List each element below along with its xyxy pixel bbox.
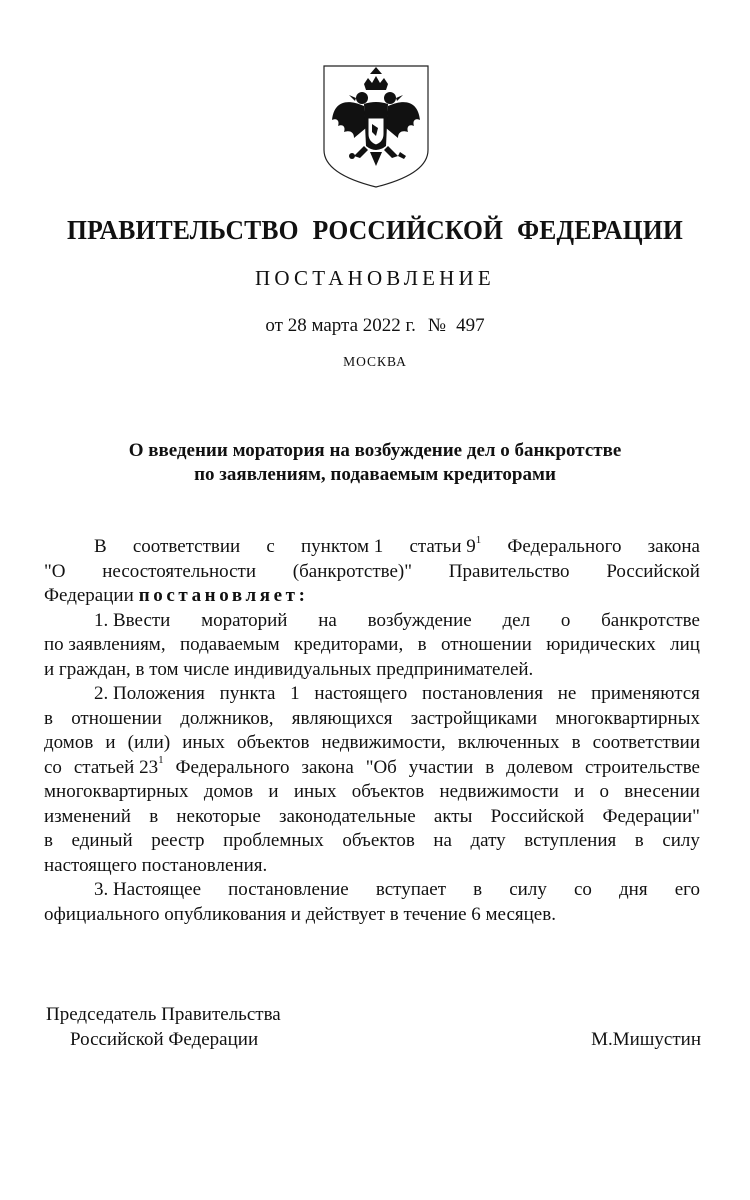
word: Федерального — [507, 536, 622, 557]
word: в — [44, 830, 53, 851]
text-line — [44, 854, 700, 879]
word: в — [149, 805, 159, 827]
word: недвижимости — [439, 781, 559, 802]
text-line — [44, 535, 700, 560]
word: 3. Настоящее — [94, 879, 202, 900]
word: Федерации — [44, 585, 134, 606]
word: закона — [647, 536, 700, 557]
word: и — [105, 732, 116, 753]
word: по заявлениям, — [44, 634, 166, 655]
word: пункта — [219, 683, 276, 704]
spaced-verb: постановляет: — [138, 585, 309, 606]
word: многоквартирных — [555, 707, 700, 729]
word: вступает — [375, 879, 447, 900]
text-line — [44, 878, 700, 903]
number-sign: № — [427, 315, 447, 336]
word: мораторий — [201, 609, 288, 631]
word: силу — [662, 830, 700, 851]
word: несостоятельности — [102, 560, 257, 582]
word: акты — [433, 805, 473, 827]
text-line — [44, 805, 700, 830]
word: являющихся — [291, 707, 393, 729]
word: 2. Положения — [94, 683, 205, 704]
word: Российской — [606, 560, 700, 582]
word: отношении — [441, 634, 532, 655]
text-line — [44, 756, 700, 781]
word: не — [557, 683, 577, 704]
coat-of-arms-emblem — [320, 62, 432, 190]
title-line: О введении моратория на возбуждение дел о банкротстве — [128, 440, 622, 461]
title-line: по заявлениям, подаваемым кредиторами — [194, 464, 556, 485]
word: о — [599, 781, 610, 802]
word: (или) — [127, 732, 171, 753]
superscript: 1 — [158, 754, 164, 767]
word: 1. Ввести — [94, 609, 171, 631]
word: статьи 9 — [409, 536, 476, 557]
word: лиц — [670, 634, 700, 655]
word: дня — [619, 879, 648, 900]
word-with-superscript — [74, 756, 164, 781]
word: закона — [301, 756, 354, 778]
word: со — [573, 879, 592, 900]
text-line — [44, 731, 700, 756]
word: участии — [408, 756, 474, 778]
word: изменений — [44, 805, 131, 827]
word: постановления — [422, 683, 543, 704]
word: банкротстве — [601, 609, 700, 631]
word: о — [560, 609, 571, 631]
document-number: 497 — [456, 315, 485, 336]
word: возбуждение — [367, 609, 472, 631]
document-date: от 28 марта 2022 г. — [265, 315, 416, 336]
word: включенных — [457, 732, 560, 753]
word-with-superscript — [409, 535, 481, 560]
word: недвижимости, — [321, 732, 446, 753]
line-text: официального опубликования и действует в течение 6 месяцев. — [44, 903, 556, 925]
city: МОСКВА — [343, 354, 407, 369]
word: застройщиками — [410, 707, 538, 729]
text-line — [44, 829, 700, 854]
word: единый — [71, 830, 133, 851]
word: Федерального — [175, 756, 290, 778]
word: объектов — [351, 781, 425, 802]
word: и — [574, 781, 585, 802]
text-line — [44, 658, 700, 683]
word: домов — [44, 732, 94, 753]
word: Правительство — [448, 560, 570, 582]
word: Федерации" — [602, 805, 700, 827]
signatory-position — [46, 1002, 281, 1052]
document-title — [0, 439, 750, 487]
word: объектов — [342, 830, 415, 851]
text-line — [44, 682, 700, 707]
word: (банкротстве)" — [292, 560, 413, 582]
word: постановление — [228, 879, 349, 900]
position-line: Председатель Правительства — [46, 1004, 281, 1025]
line-text: настоящего постановления. — [44, 854, 268, 876]
word: подаваемым — [180, 634, 280, 655]
word: строительстве — [584, 756, 700, 778]
word: пунктом 1 — [301, 536, 384, 557]
word: многоквартирных — [44, 781, 189, 802]
word: применяются — [591, 683, 700, 704]
word: отношении — [71, 707, 162, 729]
government-title: ПРАВИТЕЛЬСТВО РОССИЙСКОЙ ФЕДЕРАЦИИ — [66, 214, 683, 245]
text-line — [44, 903, 700, 928]
word: силу — [509, 879, 547, 900]
word: вступления — [524, 830, 617, 851]
word: юридических — [546, 634, 656, 655]
word: объектов — [236, 732, 310, 753]
word: на — [318, 609, 337, 631]
word: дел — [502, 609, 531, 631]
document-body — [44, 535, 700, 927]
word: в — [417, 634, 427, 655]
word: иных — [293, 781, 337, 802]
word: дату — [470, 830, 506, 851]
word: в — [44, 707, 53, 729]
word: в — [485, 756, 495, 778]
word: В — [94, 536, 107, 557]
word: его — [674, 879, 700, 900]
russian-coat-of-arms-icon — [320, 62, 432, 190]
word: соответствии — [132, 536, 241, 557]
text-line — [44, 780, 700, 805]
word: Российской — [490, 805, 585, 827]
text-line — [44, 584, 700, 609]
word: на — [433, 830, 452, 851]
word: в — [473, 879, 483, 900]
word: внесении — [624, 781, 700, 802]
word: законодательные — [278, 805, 416, 827]
word: 1 — [290, 683, 300, 704]
word: в — [634, 830, 644, 851]
word: "О — [44, 560, 66, 582]
word: долевом — [506, 756, 574, 778]
superscript: 1 — [475, 533, 482, 546]
word: кредиторами, — [294, 634, 404, 655]
word: "Об — [365, 756, 397, 778]
text-line — [44, 633, 700, 658]
word: со — [44, 756, 62, 778]
word: с — [266, 536, 275, 557]
word: в — [571, 732, 581, 753]
word: некоторые — [176, 805, 261, 827]
word: должников, — [180, 707, 274, 729]
line-text: и граждан, в том числе индивидуальных предпринимателей. — [44, 658, 534, 680]
word: иных — [182, 732, 225, 753]
signatory-name: М.Мишустин — [591, 1029, 701, 1050]
word: проблемных — [223, 830, 324, 851]
text-line — [44, 560, 700, 585]
word: соответствии — [592, 732, 700, 753]
word: настоящего — [314, 683, 408, 704]
word: и — [268, 781, 279, 802]
word: реестр — [151, 830, 205, 851]
word: статьей 23 — [73, 756, 159, 778]
position-line: Российской Федерации — [70, 1029, 259, 1050]
word: домов — [203, 781, 254, 802]
document-date-line — [0, 315, 750, 337]
text-line — [44, 609, 700, 634]
text-line — [44, 707, 700, 732]
document-type: ПОСТАНОВЛЕНИЕ — [255, 266, 495, 290]
